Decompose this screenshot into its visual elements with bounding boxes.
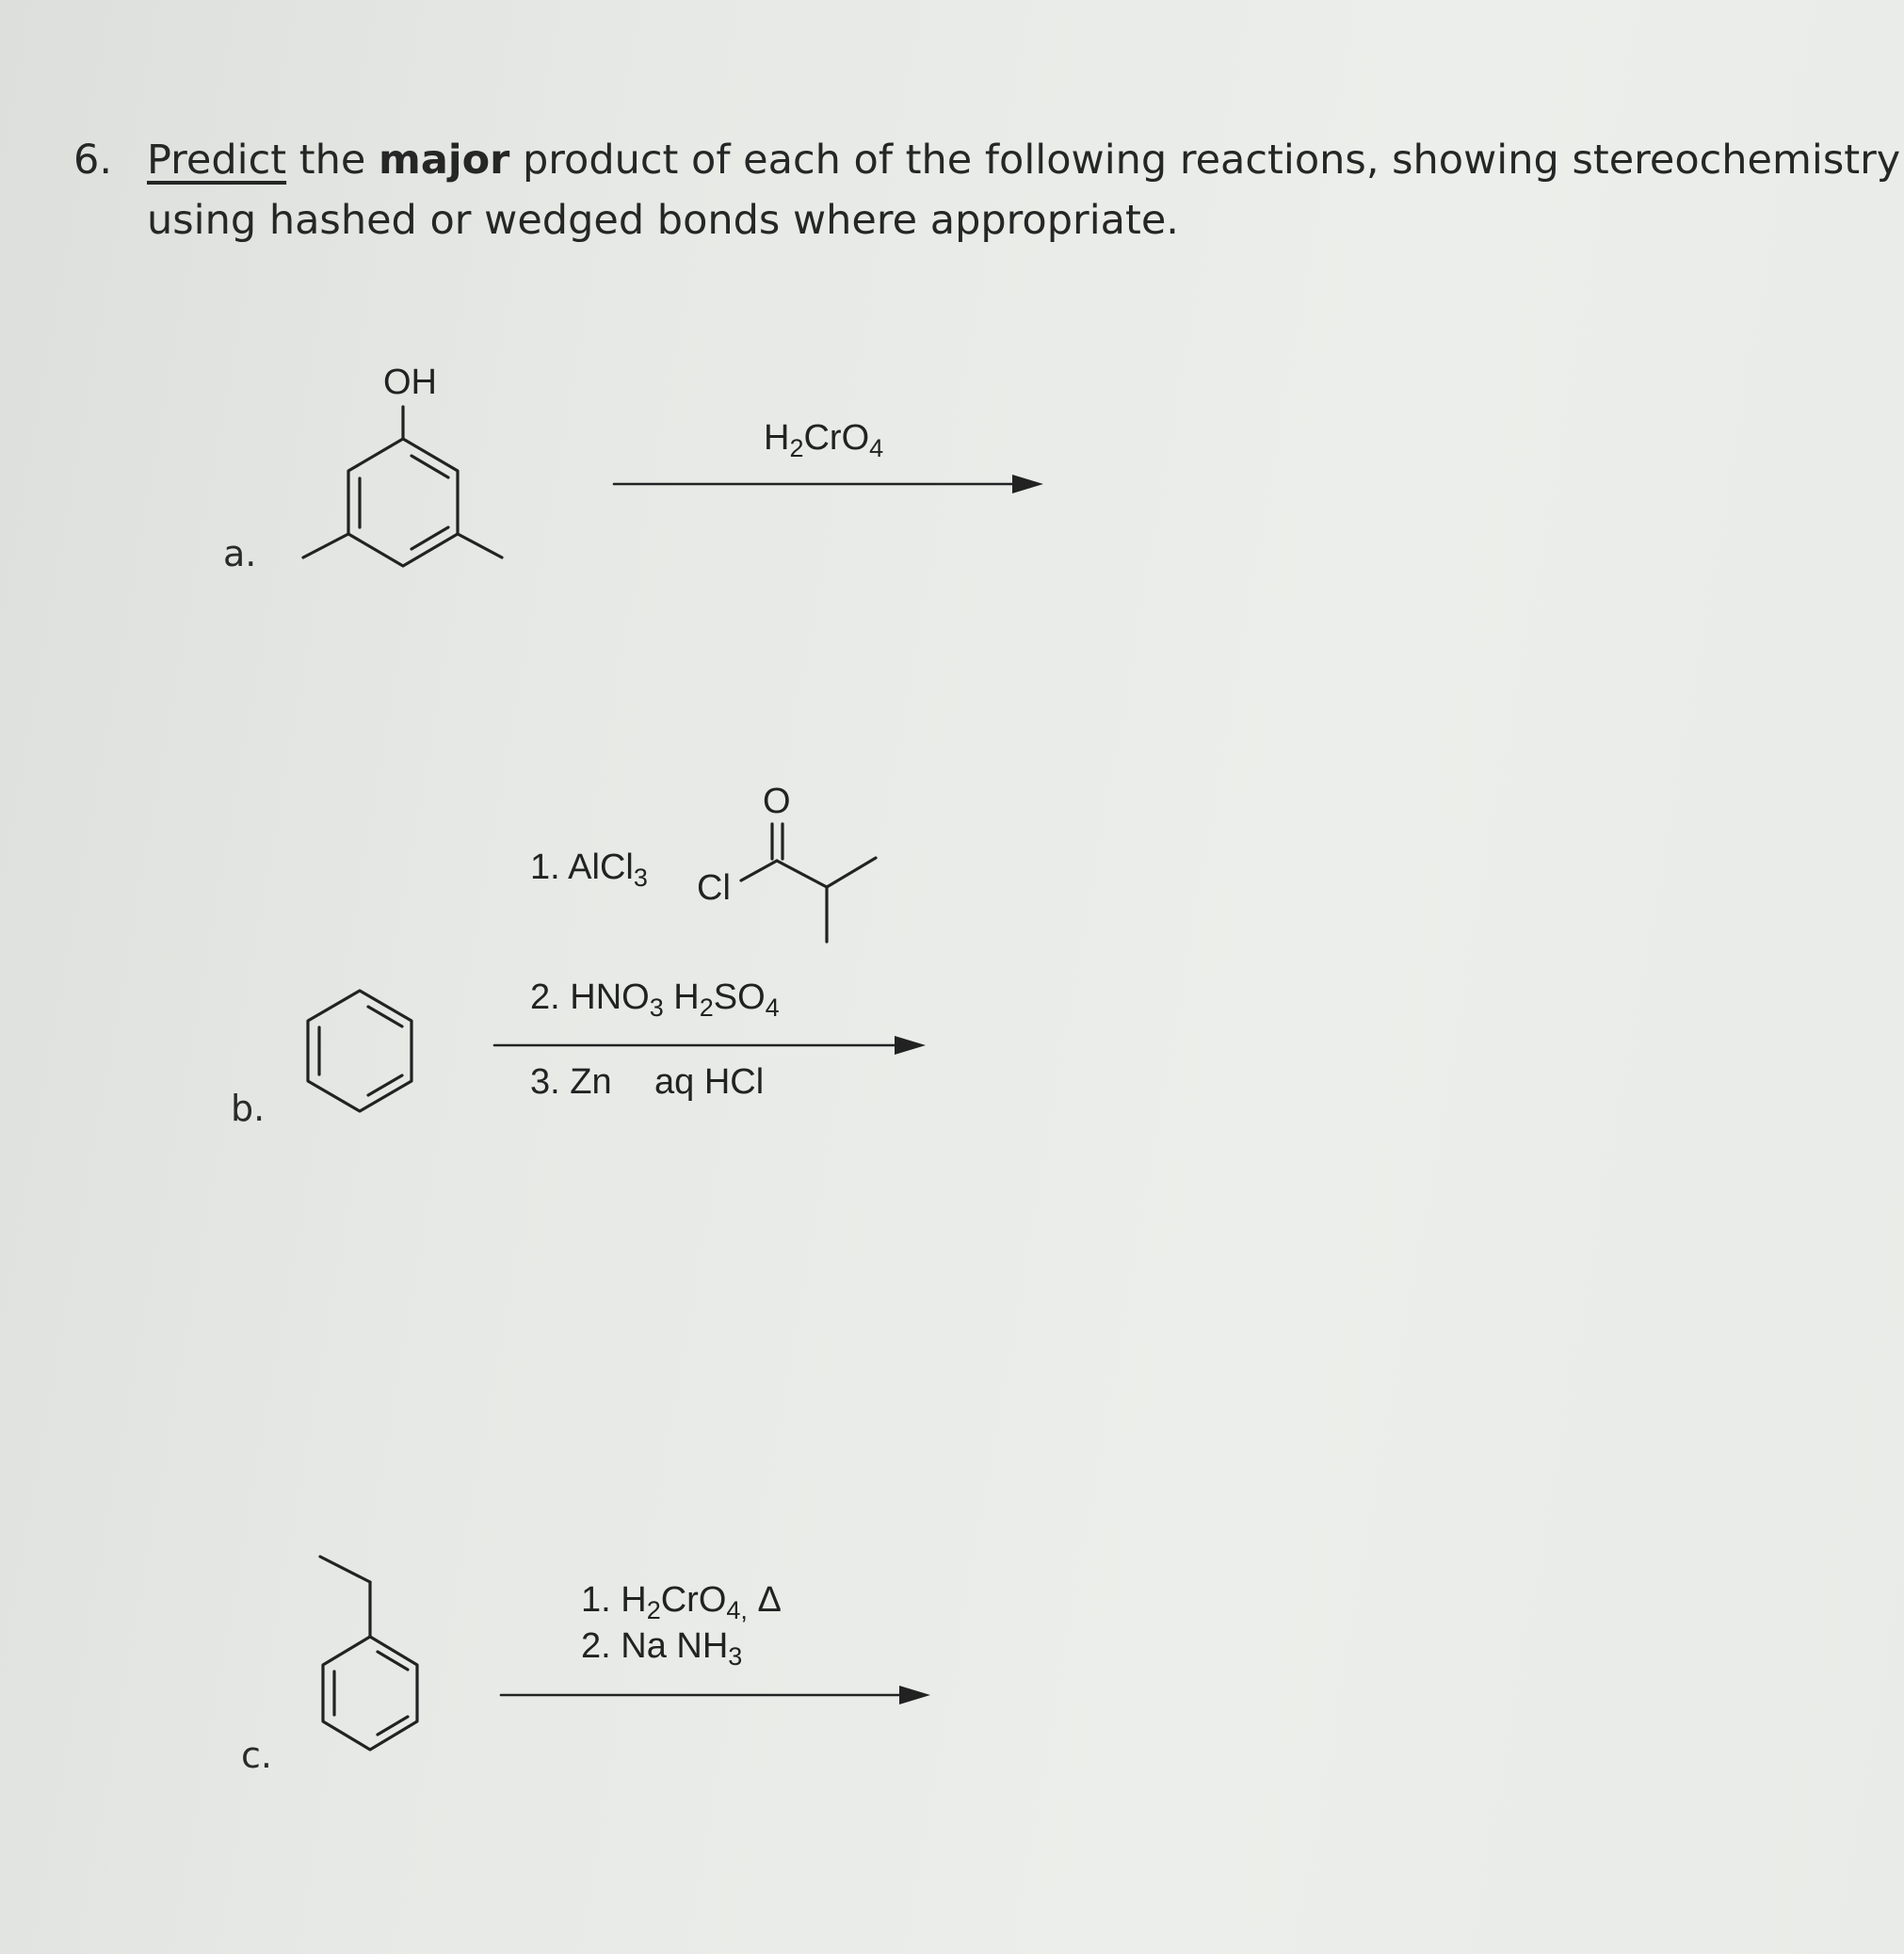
part-b-step2	[530, 977, 780, 1022]
part-b-step2-a: 2. HNO	[530, 977, 650, 1017]
part-c-step2	[581, 1626, 743, 1671]
part-b-step2-b-sub: 2	[699, 993, 714, 1022]
part-c-step2-a-sub: 3	[728, 1642, 743, 1671]
part-a-double-bond-3	[411, 527, 448, 549]
part-b-step3-hcl: aq HCl	[654, 1062, 765, 1102]
part-c-step1-b-sub: 4,	[726, 1596, 748, 1624]
part-c-reaction-arrow	[501, 1686, 930, 1704]
part-a-double-bond-1	[411, 456, 448, 477]
part-c-double-bond-1	[378, 1652, 408, 1670]
part-c-step1	[581, 1580, 782, 1624]
part-c-chain-bond-2	[320, 1557, 370, 1582]
part-b-step2-b: H	[663, 977, 700, 1017]
part-c-step1-a: 1. H	[581, 1580, 647, 1620]
prompt-bold-word: major	[379, 137, 510, 184]
prompt-text-1: the	[286, 137, 379, 184]
part-a-reaction-arrow	[614, 475, 1043, 493]
part-c-reactant-structure	[320, 1557, 417, 1750]
part-b-cl-carbon-bond	[741, 861, 777, 880]
part-a-oh-label: OH	[383, 363, 437, 402]
part-a-methyl-right	[458, 534, 502, 557]
question-number: 6.	[73, 137, 113, 184]
part-a-benzene-ring	[348, 439, 458, 566]
part-a-reagent-h: H	[764, 418, 790, 458]
part-b-reactant-structure	[308, 991, 411, 1111]
part-b-isopropyl-methyl-1	[827, 858, 876, 887]
part-b-step2-c-sub: 4	[765, 993, 780, 1022]
part-a-reagent-cro: CrO	[803, 418, 870, 458]
part-b-step3-zn: 3. Zn	[530, 1062, 612, 1102]
part-c-step1-b: CrO	[660, 1580, 727, 1620]
part-b-reaction-arrow	[494, 1036, 926, 1055]
part-b-double-bond-3	[368, 1075, 402, 1095]
part-c-step2-a: 2. Na NH	[581, 1626, 729, 1666]
part-b-cl-atom: Cl	[697, 868, 731, 908]
part-b-o-atom: O	[763, 782, 791, 821]
part-c-label: c.	[241, 1735, 272, 1776]
part-b-step1-sub: 3	[633, 864, 648, 892]
prompt-underlined-word: Predict	[147, 137, 287, 184]
part-b-carbonyl-alpha-bond	[777, 861, 827, 887]
part-b-benzene-ring	[308, 991, 411, 1111]
part-b-step1-text: 1. AlCl	[530, 848, 634, 887]
part-c-step1-delta: Δ	[747, 1580, 782, 1620]
part-b-step1	[530, 848, 648, 892]
part-a-reagent	[764, 418, 884, 462]
part-a-reactant-structure	[303, 407, 502, 566]
part-b-label: b.	[231, 1088, 266, 1129]
part-b-step2-c: SO	[713, 977, 766, 1017]
part-c-double-bond-3	[378, 1717, 408, 1735]
part-a-methyl-left	[303, 534, 348, 557]
part-b-acyl-chloride-structure	[741, 824, 876, 942]
part-b-step2-a-sub: 3	[649, 993, 664, 1022]
part-a-reagent-sub1: 2	[789, 434, 804, 462]
part-c-step1-a-sub: 2	[646, 1596, 661, 1624]
part-c-benzene-ring	[323, 1637, 417, 1750]
prompt-text-2: product of each of the following reactions, showing stereochemistry using hashed or wedged bonds where appropriate.	[147, 137, 1901, 244]
part-a-reagent-sub2: 4	[869, 434, 884, 462]
part-a-label: a.	[223, 533, 257, 574]
part-b-double-bond-1	[368, 1007, 402, 1026]
